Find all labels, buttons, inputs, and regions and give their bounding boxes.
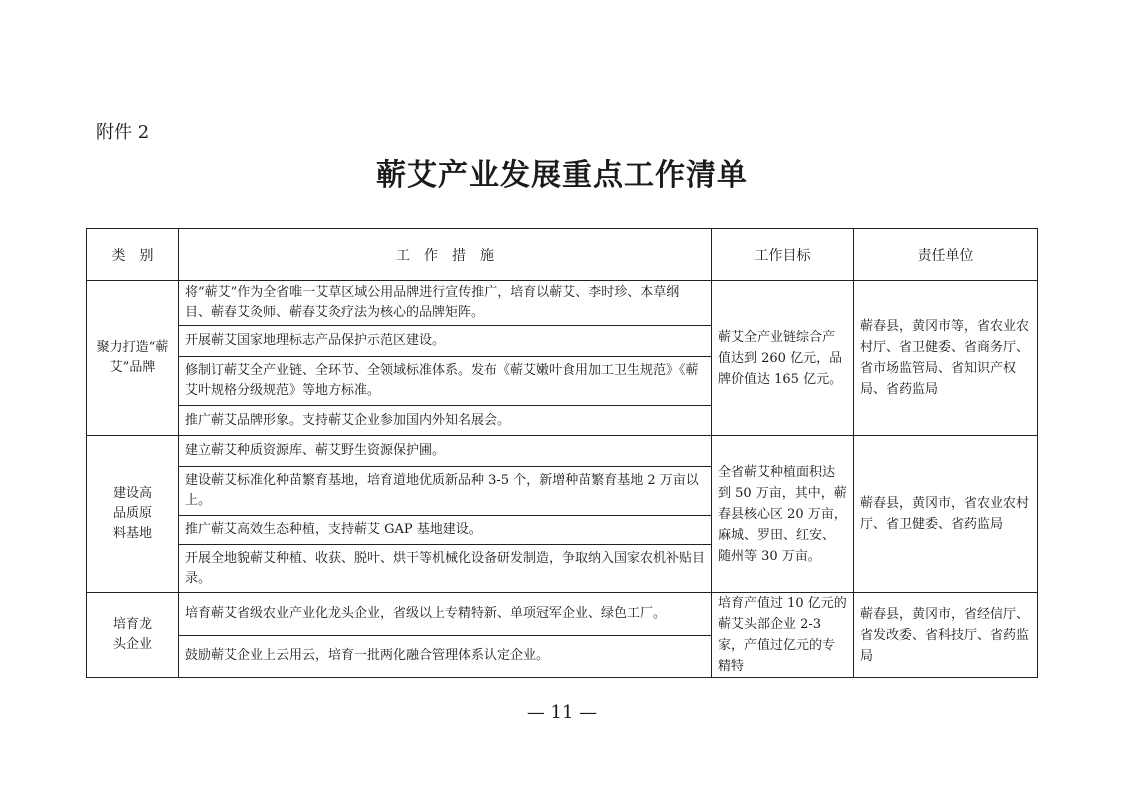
goal-cell: 全省蕲艾种植面积达到 50 万亩，其中，蕲春县核心区 20 万亩，麻城、罗田、红安、随州等 30 万亩。 [712,436,854,593]
column-header-category: 类 别 [87,229,179,281]
document-title: 蕲艾产业发展重点工作清单 [376,158,748,193]
measure-cell: 建立蕲艾种质资源库、蕲艾野生资源保护圃。 [179,436,712,467]
column-header-responsible: 责任单位 [854,229,1038,281]
responsible-cell: 蕲春县，黄冈市，省经信厅、省发改委、省科技厅、省药监局 [854,593,1038,678]
responsible-cell: 蕲春县，黄冈市等，省农业农村厅、省卫健委、省商务厅、省市场监管局、省知识产权局、省药监局 [854,281,1038,436]
page-number: — 11 — [526,702,598,723]
column-header-measures: 工 作 措 施 [179,229,712,281]
category-cell [87,436,179,593]
column-header-goal: 工作目标 [712,229,854,281]
measure-cell: 推广蕲艾品牌形象。支持蕲艾企业参加国内外知名展会。 [179,406,712,436]
measure-cell: 推广蕲艾高效生态种植，支持蕲艾 GAP 基地建设。 [179,516,712,545]
measure-cell: 修制订蕲艾全产业链、全环节、全领域标准体系。发布《蕲艾嫩叶食用加工卫生规范》《蕲艾叶规格分级规范》等地方标准。 [179,357,712,406]
category-text: 建设高品质原料基地 [112,486,152,541]
category-text: 聚力打造“蕲艾”品牌 [96,340,169,375]
table-header-row [87,229,1038,281]
table-row [87,436,1038,467]
measure-cell: 开展全地貌蕲艾种植、收获、脱叶、烘干等机械化设备研发制造，争取纳入国家农机补贴目录。 [179,545,712,593]
table-row [87,593,1038,636]
goal-cell: 培育产值过 10 亿元的蕲艾头部企业 2-3 家，产值过亿元的专精特 [712,593,854,678]
attachment-label: 附件 2 [96,122,150,143]
category-cell [87,593,179,678]
category-text: 培育龙头企业 [112,617,152,652]
measure-cell: 培育蕲艾省级农业产业化龙头企业，省级以上专精特新、单项冠军企业、绿色工厂。 [179,593,712,636]
category-cell [87,281,179,436]
table-row [87,281,1038,326]
goal-cell: 蕲艾全产业链综合产值达到 260 亿元，品牌价值达 165 亿元。 [712,281,854,436]
measure-cell: 建设蕲艾标准化种苗繁育基地，培育道地优质新品种 3-5 个，新增种苗繁育基地 2 万亩以上。 [179,467,712,516]
measure-cell: 鼓励蕲艾企业上云用云，培育一批两化融合管理体系认定企业。 [179,635,712,678]
measure-cell: 开展蕲艾国家地理标志产品保护示范区建设。 [179,326,712,357]
responsible-cell: 蕲春县，黄冈市，省农业农村厅、省卫健委、省药监局 [854,436,1038,593]
measure-cell: 将“蕲艾”作为全省唯一艾草区域公用品牌进行宣传推广，培育以蕲艾、李时珍、本草纲目、蕲春艾灸师、蕲春艾灸疗法为核心的品牌矩阵。 [179,281,712,326]
work-list-table [86,228,1038,678]
